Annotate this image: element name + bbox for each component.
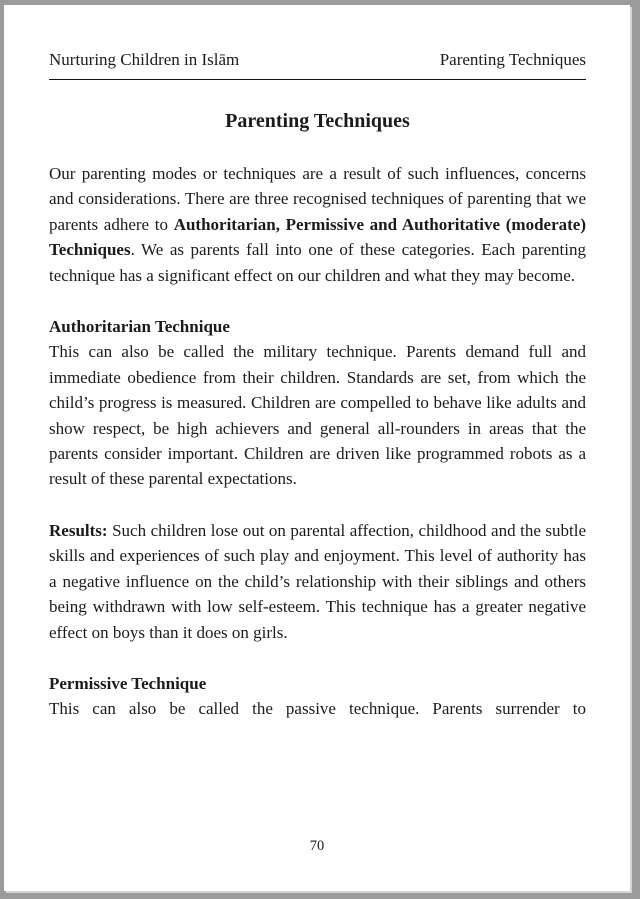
results-text: Such children lose out on parental affection, childhood and the subtle skills and experiences of such play and enjoyment. This level of authority has a negative influence on the child’s relationship with their siblings and others being withdrawn with low self-esteem. This technique has a greater negative effect on boys than it does on girls. (49, 520, 586, 642)
page-number: 70 (309, 838, 325, 854)
intro-paragraph (49, 161, 586, 288)
section-authoritarian (49, 314, 586, 492)
intro-text-post: . We as parents fall into one of these categories. Each parenting technique has a significant effect on our children and what they may become. (49, 240, 586, 285)
results-paragraph (49, 518, 586, 645)
section-body-permissive: This can also be called the passive technique. Parents surrender to (49, 699, 586, 719)
chapter-title: Parenting Techniques (225, 110, 410, 132)
section-permissive (49, 671, 586, 722)
section-heading-authoritarian: Authoritarian Technique (49, 317, 230, 337)
results-label: Results: (49, 520, 108, 540)
section-body-authoritarian: This can also be called the military technique. Parents demand full and immediate obedience from their children. Standards are set, from which the child’s progress is measured. Children are compelled to behave like adults and show respect, be high achievers and general all-rounders in areas that the parents consider important. Children are driven like programmed robots as a result of these parental expectations. (49, 342, 586, 489)
running-head-chapter: Parenting Techniques (439, 50, 586, 69)
running-head-book-title: Nurturing Children in Islām (49, 50, 240, 69)
page-footer (4, 838, 630, 855)
book-page (4, 5, 630, 891)
intro-text-bold-techniques: Authoritarian, Permissive and Authoritative (moderate) Techniques (49, 214, 586, 260)
running-header (49, 48, 586, 80)
section-heading-permissive: Permissive Technique (49, 673, 207, 693)
intro-text-pre: Our parenting modes or techniques are a result of such influences, concerns and considerations. There are three recognised techniques of parenting that we parents adhere to (49, 164, 586, 234)
